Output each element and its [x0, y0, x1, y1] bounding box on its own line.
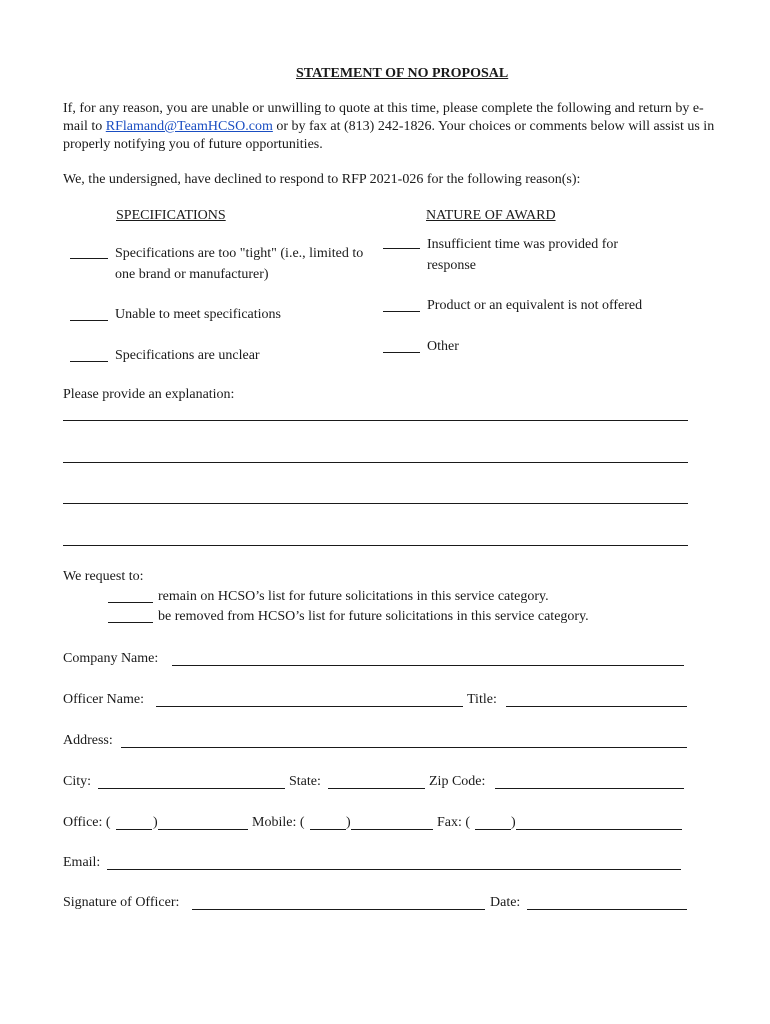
office-number-field[interactable]	[158, 829, 248, 830]
email-label: Email:	[63, 855, 101, 870]
award-checkbox-product[interactable]	[383, 311, 420, 312]
office-label: Office: (	[63, 815, 111, 830]
page-title: STATEMENT OF NO PROPOSAL	[296, 66, 509, 81]
spec-item-tight: Specifications are too "tight" (i.e., limited to one brand or manufacturer)	[115, 246, 364, 282]
mobile-number-field[interactable]	[351, 829, 433, 830]
signature-label: Signature of Officer:	[63, 895, 180, 910]
date-label: Date:	[490, 895, 521, 910]
spec-checkbox-unable[interactable]	[70, 320, 108, 321]
spec-item-unable: Unable to meet specifications	[115, 307, 281, 322]
address-field[interactable]	[121, 747, 687, 748]
award-checkbox-time[interactable]	[383, 248, 420, 249]
mobile-area-code-field[interactable]	[310, 829, 346, 830]
award-item-product: Product or an equivalent is not offered	[427, 298, 643, 313]
request-option-remain: remain on HCSO’s list for future solicitations in this service category.	[158, 589, 549, 604]
state-label: State:	[289, 774, 321, 789]
zip-code-field[interactable]	[495, 788, 684, 789]
mobile-label: Mobile: (	[252, 815, 305, 830]
fax-number-field[interactable]	[516, 829, 682, 830]
award-checkbox-other[interactable]	[383, 352, 420, 353]
explanation-line-4[interactable]	[63, 545, 688, 546]
title-field[interactable]	[506, 706, 687, 707]
request-label: We request to:	[63, 569, 144, 584]
title-label: Title:	[467, 692, 497, 707]
office-area-code-field[interactable]	[116, 829, 152, 830]
officer-name-field[interactable]	[156, 706, 463, 707]
officer-name-label: Officer Name:	[63, 692, 144, 707]
explanation-line-2[interactable]	[63, 462, 688, 463]
company-name-field[interactable]	[172, 665, 684, 666]
explanation-line-3[interactable]	[63, 503, 688, 504]
fax-close-paren: )	[511, 815, 516, 830]
city-label: City:	[63, 774, 92, 789]
mobile-close-paren: )	[346, 815, 351, 830]
request-checkbox-remain[interactable]	[108, 602, 153, 603]
address-label: Address:	[63, 733, 113, 748]
date-field[interactable]	[527, 909, 687, 910]
state-field[interactable]	[328, 788, 425, 789]
specifications-header: SPECIFICATIONS	[116, 208, 226, 223]
office-close-paren: )	[153, 815, 158, 830]
spec-item-unclear: Specifications are unclear	[115, 348, 260, 363]
explanation-line-1[interactable]	[63, 420, 688, 421]
city-field[interactable]	[98, 788, 285, 789]
spec-checkbox-tight[interactable]	[70, 258, 108, 259]
award-item-time: Insufficient time was provided for response	[427, 237, 619, 273]
zip-code-label: Zip Code:	[429, 774, 486, 789]
nature-of-award-header: NATURE OF AWARD	[426, 208, 556, 223]
request-checkbox-removed[interactable]	[108, 622, 153, 623]
fax-label: Fax: (	[437, 815, 471, 830]
email-field[interactable]	[107, 869, 681, 870]
signature-field[interactable]	[192, 909, 485, 910]
declined-statement: We, the undersigned, have declined to respond to RFP 2021-026 for the following reason(s):	[63, 172, 581, 187]
award-item-other: Other	[427, 339, 459, 354]
email-link[interactable]: RFlamand@TeamHCSO.com	[105, 119, 273, 134]
intro-paragraph	[63, 100, 723, 154]
spec-checkbox-unclear[interactable]	[70, 361, 108, 362]
fax-area-code-field[interactable]	[475, 829, 511, 830]
intro-text-2: or by fax at (813) 242-1826. Your choices or comments below will assist us in properly notifying you of future opportunities.	[63, 119, 715, 152]
company-name-label: Company Name:	[63, 651, 159, 666]
intro-text-1: If, for any reason, you are unable or unwilling to quote at this time, please complete the following and return by e-mail to	[63, 101, 704, 134]
request-option-removed: be removed from HCSO’s list for future solicitations in this service category.	[158, 609, 589, 624]
explanation-label: Please provide an explanation:	[63, 387, 235, 402]
